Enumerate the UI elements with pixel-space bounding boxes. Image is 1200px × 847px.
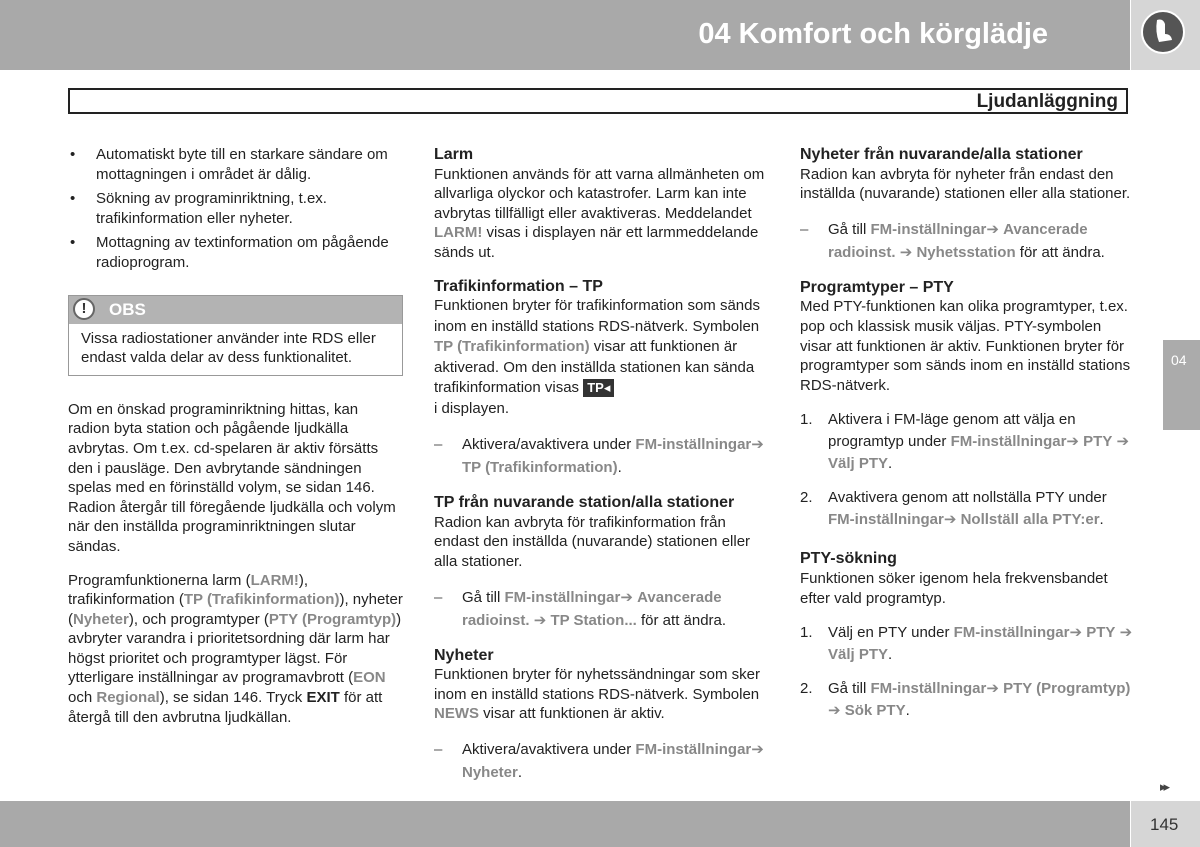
keyword: Nyheter xyxy=(73,610,129,628)
seat-icon xyxy=(1141,10,1185,54)
paragraph: Funktionen bryter för trafikinformation som sänds inom en inställd stations RDS-nätverk. Symbolen TP (Trafikinformation) visar att funktionen är aktiverad. Om den inställda stationen kan sända trafikinformation visas TP◂ i displayen. xyxy=(434,297,760,417)
arrow-icon: ➔ xyxy=(986,220,999,238)
arrow-icon: ➔ xyxy=(751,740,764,758)
keyword: TP (Trafikinformation) xyxy=(183,591,340,609)
arrow-icon: ➔ xyxy=(986,680,999,698)
page-number: 145 xyxy=(1150,815,1179,834)
next-page-icon: ▸▸ xyxy=(1160,779,1168,794)
heading: Nyheter xyxy=(434,646,494,664)
note-text: Vissa radiostationer använder inte RDS eller endast valda delar av dess funktionalitet. xyxy=(81,329,376,367)
paragraph: Programfunktionerna larm (LARM!), trafikinformation (TP (Trafikinformation)), nyheter (Nyheter), och programtyper (PTY (Programtyp)) avbryter varandra i prioritetsordning där larm har högst prioritet och programtyper lägst. För ytterligare inställningar av programavbrott (EON och Regional), se sidan 146. Tryck EXIT för att återgå till den avbrutna ljudkällan. xyxy=(68,571,403,726)
arrow-icon: ➔ xyxy=(751,436,764,454)
info-icon: ! xyxy=(73,298,95,320)
column-3 xyxy=(800,145,1135,734)
note-header xyxy=(69,296,402,324)
numbered-step: 2. Avaktivera genom att nollställa PTY under FM-inställningar➔ Nollställ alla PTY:er. xyxy=(800,489,1107,529)
numbered-step: 1. Aktivera i FM-läge genom att välja en programtyp under FM-inställningar➔ PTY ➔ Välj PTY. xyxy=(800,411,1130,473)
instruction-step: – Gå till FM-inställningar➔ Avancerade radioinst. ➔ Nyhetsstation för att ändra. xyxy=(800,218,1135,264)
keyword: PTY (Programtyp) xyxy=(268,610,397,628)
heading: Nyheter från nuvarande/alla stationer xyxy=(800,146,1083,163)
arrow-icon: ➔ xyxy=(1116,433,1130,451)
note-label: OBS xyxy=(109,299,146,319)
arrow-icon: ➔ xyxy=(1119,624,1133,642)
paragraph: Radion kan avbryta för trafikinformation från endast den inställda (nuvarande) stationen eller alla stationer. xyxy=(434,513,751,570)
arrow-icon: ➔ xyxy=(1066,433,1079,451)
list-item: • Mottagning av textinformation om pågående radioprogram. xyxy=(68,233,403,272)
numbered-step: 2. Gå till FM-inställningar➔ PTY (Programtyp) ➔ Sök PTY. xyxy=(800,680,1131,720)
note-box xyxy=(68,295,403,376)
chapter-tab-label: 04 xyxy=(1171,352,1187,368)
section-header xyxy=(68,88,1128,114)
keyword: EON xyxy=(353,669,386,687)
chapter-icon-box xyxy=(1131,0,1200,70)
heading: TP från nuvarande station/alla stationer xyxy=(434,494,735,512)
list-item: • Automatiskt byte till en starkare sändare om mottagningen i området är dålig. xyxy=(68,145,403,184)
heading: Larm xyxy=(434,146,474,163)
heading: PTY-sökning xyxy=(800,550,897,568)
footer-bar xyxy=(0,801,1130,847)
instruction-step: – Aktivera/avaktivera under FM-inställningar➔ Nyheter. xyxy=(434,738,769,784)
arrow-icon: ➔ xyxy=(828,702,841,720)
paragraph: Med PTY-funktionen kan olika programtyper, t.ex. pop och klassisk musik väljas. PTY-symbolen visar att funktionen är aktiv. Funktionen bryter för programtyper som sänds inom en inställd stations RDS-nätverk. xyxy=(800,298,1131,394)
section-title: Ljudanläggning xyxy=(976,91,1118,112)
column-2 xyxy=(434,145,769,798)
arrow-icon: ➔ xyxy=(1069,624,1083,642)
paragraph: Om en önskad programinriktning hittas, kan radion byta station och pågående ljudkälla avbrytas. Om t.ex. cd-spelaren är aktiv försätts den i pausläge. Den avbrytande sändningen spelas med en förinställd volym, se sidan 146. Radion återgår till föregående ljudkälla och volym när den inställda programinriktningen slutar sändas. xyxy=(68,400,396,555)
list-item: • Sökning av programinriktning, t.ex. trafikinformation eller nyheter. xyxy=(68,189,403,228)
chapter-tab xyxy=(1163,340,1200,430)
keyword: LARM! xyxy=(250,571,299,589)
numbered-step: 1. Välj en PTY under FM-inställningar➔ PTY ➔ Välj PTY. xyxy=(800,624,1133,664)
chapter-title: 04 Komfort och körglädje xyxy=(698,18,1048,50)
instruction-step: – Gå till FM-inställningar➔ Avancerade radioinst. ➔ TP Station... för att ändra. xyxy=(434,586,769,632)
page-number-box xyxy=(1131,801,1200,847)
tp-icon: TP◂ xyxy=(583,379,614,397)
arrow-icon: ➔ xyxy=(533,611,547,629)
arrow-icon: ➔ xyxy=(943,511,957,529)
heading: Trafikinformation – TP xyxy=(434,277,603,295)
paragraph: Funktionen bryter för nyhetssändningar som sker inom en inställd stations RDS-nätverk. Symbolen NEWS visar att funktionen är aktiv. xyxy=(434,666,760,723)
keyword: EXIT xyxy=(306,689,340,707)
header-bar xyxy=(0,0,1130,70)
column-1 xyxy=(68,145,403,741)
paragraph: Funktionen används för att varna allmänheten om allvarliga olyckor och katastrofer. Larm kan inte avbrytas tillfälligt eller avaktiveras. Meddelandet LARM! visas i displayen när ett larmmeddelande sänds ut. xyxy=(434,165,765,261)
arrow-icon: ➔ xyxy=(620,588,633,606)
instruction-step: – Aktivera/avaktivera under FM-inställningar➔ TP (Trafikinformation). xyxy=(434,433,769,479)
keyword: Regional xyxy=(96,689,160,707)
paragraph: Radion kan avbryta för nyheter från endast den inställda (nuvarande) stationen eller alla stationer. xyxy=(800,165,1131,203)
arrow-icon: ➔ xyxy=(899,243,913,261)
feature-list xyxy=(68,145,403,273)
paragraph: Funktionen söker igenom hela frekvensbandet efter vald programtyp. xyxy=(800,569,1108,607)
heading: Programtyper – PTY xyxy=(800,278,954,296)
